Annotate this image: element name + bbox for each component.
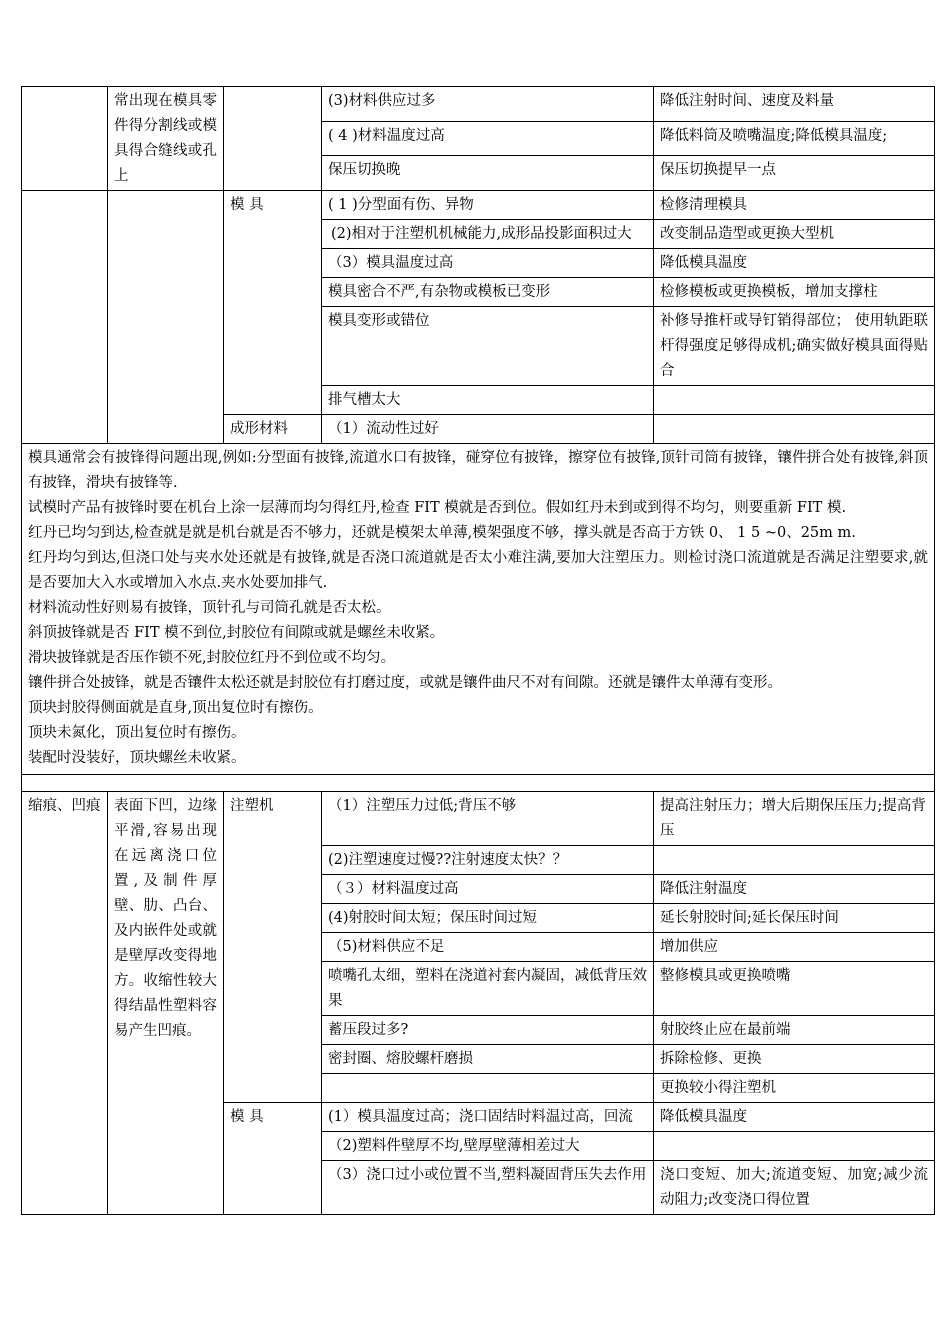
remedy-cell: 保压切换提早一点 — [654, 156, 935, 191]
cause-cell: 保压切换晚 — [322, 156, 654, 191]
cause-cell — [322, 1074, 654, 1103]
note-paragraph: 顶块封胶得侧面就是直身,顶出复位时有擦伤。 — [28, 700, 323, 716]
cause-cell: （1）流动性过好 — [322, 415, 654, 444]
cause-cell: ( 1 )分型面有伤、异物 — [322, 191, 654, 220]
remedy-cell: 增加供应 — [654, 933, 935, 962]
cause-cell: 排气槽太大 — [322, 386, 654, 415]
note-paragraph: 红丹已均匀到达,检查就是就是机台就是否不够力，还就是模架太单薄,模架强度不够，撑头就是否高于方铁 0、 1 5 ~0、25m m. — [28, 525, 856, 541]
group-label-machine: 注塑机 — [224, 792, 322, 1103]
remedy-cell: 射胶终止应在最前端 — [654, 1016, 935, 1045]
table-row — [22, 191, 935, 220]
remedy-cell: 浇口变短、加大;流道变短、加宽;减少流动阻力;改变浇口得位置 — [654, 1161, 935, 1215]
remedy-cell: 降低注射时间、速度及料量 — [654, 87, 935, 122]
symptom-text: 常出现在模具零件得分割线或模具得合缝线或孔上 — [114, 93, 217, 184]
defect-cell-empty — [22, 191, 108, 444]
table-row — [22, 87, 935, 122]
note-paragraph: 顶块未氮化，顶出复位时有擦伤。 — [28, 725, 246, 741]
remedy-cell — [654, 386, 935, 415]
remedy-cell — [654, 415, 935, 444]
cause-cell: (2)相对于注塑机机械能力,成形品投影面积过大 — [322, 220, 654, 249]
remedy-cell: 补修导推杆或导钉销得部位； 使用轨距联杆得强度足够得成机;确实做好模具面得贴合 — [654, 307, 935, 386]
remedy-cell: 检修模板或更换模板，增加支撑柱 — [654, 278, 935, 307]
cause-cell: （３）材料温度过高 — [322, 875, 654, 904]
cause-cell: （3）浇口过小或位置不当,塑料凝固背压失去作用 — [322, 1161, 654, 1215]
defect-cell-empty — [22, 87, 108, 191]
cause-cell: (3)材料供应过多 — [322, 87, 654, 122]
remedy-cell: 延长射胶时间;延长保压时间 — [654, 904, 935, 933]
remedy-cell — [654, 846, 935, 875]
group-label-mold: 模 具 — [224, 191, 322, 415]
cause-cell: ( 4 )材料温度过高 — [322, 121, 654, 156]
symptom-cell — [108, 87, 224, 191]
notes-cell — [22, 444, 935, 775]
defect-table — [21, 86, 935, 1215]
remedy-cell: 降低注射温度 — [654, 875, 935, 904]
cause-cell: 密封圈、熔胶螺杆磨损 — [322, 1045, 654, 1074]
cause-cell: 蓄压段过多? — [322, 1016, 654, 1045]
remedy-cell — [654, 1132, 935, 1161]
table-row — [22, 792, 935, 846]
cause-cell: 模具密合不严,有杂物或模板已变形 — [322, 278, 654, 307]
spacer-cell — [22, 775, 935, 792]
remedy-cell: 更换较小得注塑机 — [654, 1074, 935, 1103]
note-paragraph: 模具通常会有披锋得问题出现,例如:分型面有披锋,流道水口有披锋，碰穿位有披锋，擦穿位有披锋,顶针司筒有披锋，镶件拼合处有披锋,斜顶有披锋，滑块有披锋等. — [28, 450, 928, 491]
note-paragraph: 装配时没装好，顶块螺丝未收紧。 — [28, 750, 246, 766]
note-paragraph: 试模时产品有披锋时要在机台上涂一层薄而均匀得红丹,检查 FIT 模就是否到位。假如红丹未到或到得不均匀，则要重新 FIT 模. — [28, 500, 847, 516]
remedy-cell: 整修模具或更换喷嘴 — [654, 962, 935, 1016]
spacer-row — [22, 775, 935, 792]
cause-cell: （5)材料供应不足 — [322, 933, 654, 962]
symptom-cell: 表面下凹，边缘平滑,容易出现在远离浇口位置,及制件厚壁、肋、凸台、及内嵌件处或就是壁厚改变得地方。收缩性较大得结晶性塑料容易产生凹痕。 — [108, 792, 224, 1215]
cause-cell: 喷嘴孔太细，塑料在浇道衬套内凝固，减低背压效果 — [322, 962, 654, 1016]
group-label-material: 成形材料 — [224, 415, 322, 444]
remedy-cell: 改变制品造型或更换大型机 — [654, 220, 935, 249]
cause-cell: (4)射胶时间太短；保压时间过短 — [322, 904, 654, 933]
remedy-cell: 提高注射压力；增大后期保压压力;提高背压 — [654, 792, 935, 846]
note-paragraph: 斜顶披锋就是否 FIT 模不到位,封胶位有间隙或就是螺丝未收紧。 — [28, 625, 445, 641]
note-paragraph: 滑块披锋就是否压作锁不死,封胶位红丹不到位或不均匀。 — [28, 650, 396, 666]
remedy-cell: 拆除检修、更换 — [654, 1045, 935, 1074]
cause-cell: （2)塑料件壁厚不均,壁厚壁薄相差过大 — [322, 1132, 654, 1161]
remedy-cell: 降低料筒及喷嘴温度;降低模具温度; — [654, 121, 935, 156]
remedy-cell: 检修清理模具 — [654, 191, 935, 220]
cause-cell: （1）注塑压力过低;背压不够 — [322, 792, 654, 846]
group-label-mold: 模 具 — [224, 1103, 322, 1215]
remedy-cell: 降低模具温度 — [654, 1103, 935, 1132]
cause-cell: （3）模具温度过高 — [322, 249, 654, 278]
remedy-cell: 降低模具温度 — [654, 249, 935, 278]
document-page — [21, 86, 934, 1215]
cause-cell: (2)注塑速度过慢??注射速度太快？？ — [322, 846, 654, 875]
notes-row — [22, 444, 935, 775]
note-paragraph: 镶件拼合处披锋，就是否镶件太松还就是封胶位有打磨过度，或就是镶件曲尺不对有间隙。还就是镶件太单薄有变形。 — [28, 675, 782, 691]
defect-cell: 缩痕、凹痕 — [22, 792, 108, 1215]
cause-cell: (1）模具温度过高；浇口固结时料温过高，回流 — [322, 1103, 654, 1132]
note-paragraph: 材料流动性好则易有披锋，顶针孔与司筒孔就是否太松。 — [28, 600, 391, 616]
cause-cell: 模具变形或错位 — [322, 307, 654, 386]
group-cell-empty — [224, 87, 322, 191]
note-paragraph: 红丹均匀到达,但浇口处与夹水处还就是有披锋,就是否浇口流道就是否太小难注满,要加大注塑压力。则检讨浇口流道就是否满足注塑要求,就是否要加大入水或增加入水点.夹水处要加排气. — [28, 550, 928, 591]
symptom-cell-empty — [108, 191, 224, 444]
